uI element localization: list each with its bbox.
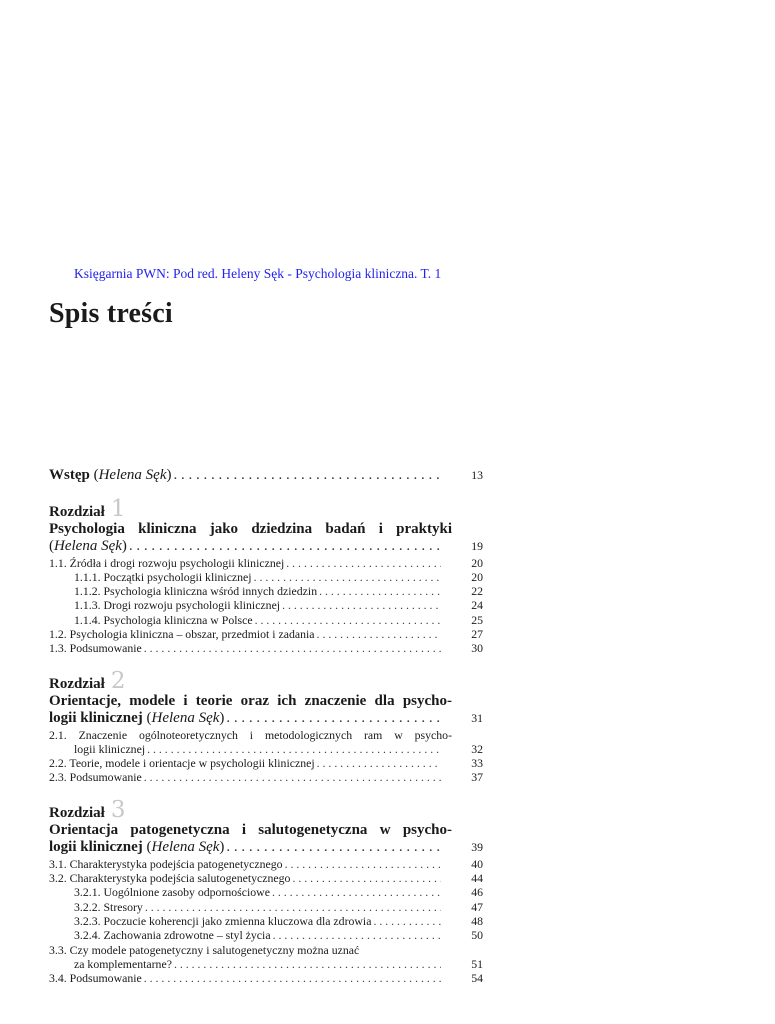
toc-entry-text: 1.2. Psychologia kliniczna – obszar, przedmiot i zadania — [49, 626, 315, 641]
toc-entry-text: 3.2.4. Zachowania zdrowotne – styl życia — [74, 928, 271, 943]
toc-entry[interactable] — [49, 556, 483, 570]
toc-entry[interactable] — [49, 871, 483, 885]
leader-dots — [173, 467, 441, 485]
chapter-word: Rozdział — [49, 675, 105, 692]
leader-dots — [144, 770, 441, 784]
page-number: 32 — [471, 741, 483, 756]
toc-entry-text: 1.3. Podsumowanie — [49, 641, 142, 656]
page-number: 22 — [471, 584, 483, 599]
toc-entry[interactable] — [49, 613, 483, 627]
toc-entry-text: 1.1.3. Drogi rozwoju psychologii klinicznej — [74, 598, 281, 613]
leader-dots — [272, 885, 441, 899]
intro-label: Wstęp — [49, 467, 90, 483]
toc-entry[interactable] — [49, 943, 483, 957]
toc-entry[interactable] — [49, 570, 483, 584]
toc-entry-text: 3.2.1. Uogólnione zasoby odpornościowe — [74, 885, 270, 900]
leader-dots — [174, 957, 441, 971]
toc-entry[interactable] — [49, 928, 483, 942]
page-number: 27 — [471, 626, 483, 641]
page-number: 20 — [471, 555, 483, 570]
page-number: 37 — [471, 770, 483, 785]
page-number: 40 — [471, 856, 483, 871]
chapter-heading — [49, 796, 483, 823]
toc-entry[interactable] — [49, 756, 483, 770]
toc-entry-text: 2.1. Znaczenie ogólnoteoretycznych i metodologicznych ram w psycho- — [49, 727, 452, 742]
leader-dots — [144, 971, 441, 985]
leader-dots — [285, 857, 441, 871]
chapter-heading — [49, 667, 483, 694]
toc-entry[interactable] — [49, 627, 483, 641]
toc-entry-text: 2.2. Teorie, modele i orientacje w psychologii klinicznej — [49, 756, 315, 771]
toc-entry-text: 3.3. Czy modele patogenetyczny i salutogenetyczny można uznać — [49, 942, 360, 957]
toc-entry-text: 1.1.4. Psychologia kliniczna w Polsce — [74, 612, 253, 627]
page-number: 19 — [471, 539, 483, 553]
page-number: 48 — [471, 913, 483, 928]
page-number: 33 — [471, 756, 483, 771]
toc-entry[interactable] — [49, 957, 483, 971]
toc-entry[interactable] — [49, 598, 483, 612]
leader-dots — [317, 627, 441, 641]
toc-entry-text: 3.4. Podsumowanie — [49, 971, 142, 986]
leader-dots — [226, 839, 441, 857]
toc-entry[interactable] — [49, 857, 483, 871]
chapter-number: 2 — [110, 667, 126, 694]
toc-entry[interactable] — [49, 885, 483, 899]
toc-entry-text: za komplementarne? — [74, 956, 172, 971]
toc-entry-text: 2.3. Podsumowanie — [49, 770, 142, 785]
chapter-1 — [49, 495, 483, 656]
toc-entry[interactable] — [49, 728, 483, 742]
chapter-number: 1 — [110, 495, 126, 522]
toc-entry[interactable] — [49, 900, 483, 914]
toc-entry-text: 1.1.2. Psychologia kliniczna wśród innych dziedzin — [74, 584, 318, 599]
page-number: 31 — [471, 711, 483, 726]
page-number: 44 — [471, 871, 483, 886]
table-of-contents — [49, 467, 483, 985]
chapter-title-continued: logii klinicznej — [49, 839, 143, 856]
toc-entry-text: 3.1. Charakterystyka podejścia patogenetycznego — [49, 856, 283, 871]
toc-entry[interactable] — [49, 914, 483, 928]
toc-entry-text: 1.1.1. Początki psychologii klinicznej — [74, 569, 252, 584]
page-number: 20 — [471, 569, 483, 584]
intro-author: Helena Sęk — [98, 467, 167, 483]
leader-dots — [147, 742, 441, 756]
toc-entry[interactable] — [49, 770, 483, 784]
chapter-word: Rozdział — [49, 503, 105, 520]
page-number: 50 — [471, 928, 483, 943]
toc-entry-text: 3.2.2. Stresory — [74, 899, 143, 914]
chapter-author: Helena Sęk — [151, 839, 220, 856]
chapter-2 — [49, 667, 483, 785]
chapter-title[interactable]: Psychologia kliniczna jako dziedzina badań i praktyki — [49, 520, 452, 537]
page-number: 46 — [471, 885, 483, 900]
page-number: 47 — [471, 899, 483, 914]
chapter-title[interactable]: Orientacje, modele i teorie oraz ich znaczenie dla psycho- — [49, 692, 452, 709]
leader-dots — [319, 584, 441, 598]
page-number: 24 — [471, 598, 483, 613]
leader-dots — [273, 928, 441, 942]
page-number: 51 — [471, 956, 483, 971]
leader-dots — [317, 756, 441, 770]
leader-dots — [282, 598, 441, 612]
leader-dots — [292, 871, 441, 885]
toc-entry-intro[interactable]: Wstęp (Helena Sęk) . . . 13 — [49, 467, 483, 485]
chapter-title-continued: logii klinicznej — [49, 710, 143, 727]
page-number: 54 — [471, 971, 483, 986]
toc-entry[interactable] — [49, 742, 483, 756]
toc-entry-text: 1.1. Źródła i drogi rozwoju psychologii klinicznej — [49, 555, 285, 570]
leader-dots — [254, 570, 441, 584]
leader-dots — [286, 556, 441, 570]
leader-dots — [129, 538, 441, 556]
page-number: 25 — [471, 612, 483, 627]
toc-entry[interactable] — [49, 641, 483, 655]
page-number: 30 — [471, 641, 483, 656]
chapter-3 — [49, 796, 483, 986]
chapter-author-line[interactable]: (Helena Sęk) . . . 19 — [49, 538, 483, 556]
toc-entry-text: logii klinicznej — [74, 741, 146, 756]
leader-dots — [226, 710, 441, 728]
chapter-number: 3 — [110, 796, 126, 823]
page-title: Spis treści — [49, 298, 173, 329]
chapter-author: Helena Sęk — [54, 538, 122, 554]
toc-entry[interactable] — [49, 971, 483, 985]
toc-entry-text: 3.2. Charakterystyka podejścia salutogenetycznego — [49, 871, 291, 886]
page-number: 39 — [471, 840, 483, 855]
chapter-author: Helena Sęk — [151, 710, 220, 727]
toc-entry[interactable] — [49, 584, 483, 598]
leader-dots — [144, 641, 441, 655]
leader-dots — [373, 914, 441, 928]
leader-dots — [145, 900, 441, 914]
leader-dots — [255, 613, 441, 627]
toc-entry-text: 3.2.3. Poczucie koherencji jako zmienna kluczowa dla zdrowia — [74, 913, 372, 928]
chapter-word: Rozdział — [49, 804, 105, 821]
page-number: 13 — [471, 468, 483, 482]
chapter-author-line[interactable]: logii klinicznej (Helena Sęk) . . . 39 — [49, 839, 483, 857]
chapter-title[interactable]: Orientacja patogenetyczna i salutogenetyczna w psycho- — [49, 821, 452, 838]
bookstore-header-link[interactable]: Księgarnia PWN: Pod red. Heleny Sęk - Psychologia kliniczna. T. 1 — [74, 266, 442, 281]
chapter-heading — [49, 495, 483, 522]
chapter-author-line[interactable]: logii klinicznej (Helena Sęk) . . . 31 — [49, 710, 483, 728]
